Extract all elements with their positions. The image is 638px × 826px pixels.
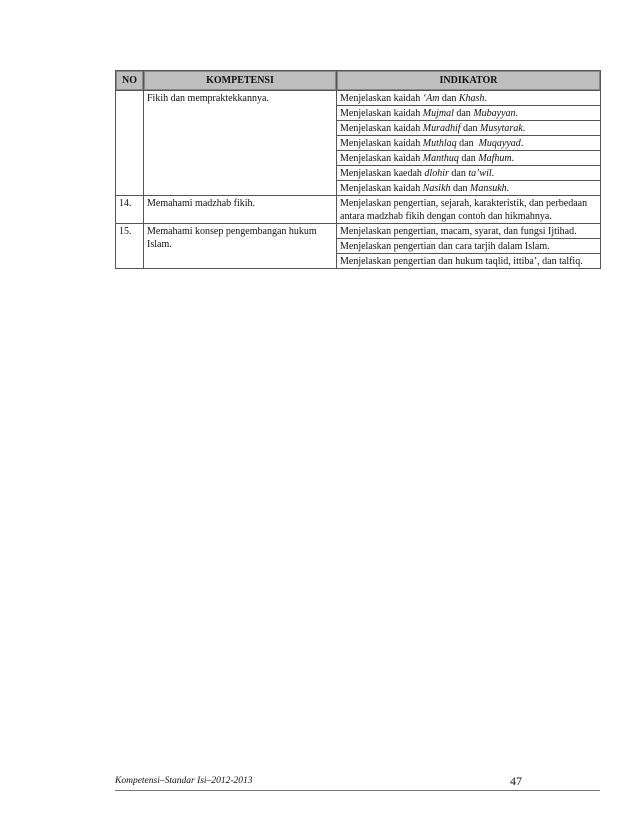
kompetensi-table	[115, 70, 601, 269]
indikator-cell: Menjelaskan kaidah Manthuq dan Mafhum.	[337, 151, 601, 166]
indikator-cell: Menjelaskan kaidah Muthlaq dan Muqayyad.	[337, 136, 601, 151]
header-no: NO	[116, 71, 144, 91]
table-row	[116, 91, 601, 106]
no-cell: 14.	[116, 196, 144, 224]
indikator-cell: Menjelaskan pengertian dan cara tarjih dalam Islam.	[337, 239, 601, 254]
indikator-cell: Menjelaskan kaidah Mujmal dan Mubayyan.	[337, 106, 601, 121]
footer-title: Kompetensi–Standar Isi–2012-2013	[115, 776, 253, 786]
indikator-cell: Menjelaskan pengertian, sejarah, karakteristik, dan perbedaan antara madzhab fikih dengan contoh dan hikmahnya.	[337, 196, 601, 224]
indikator-cell: Menjelaskan kaidah Nasikh dan Mansukh.	[337, 181, 601, 196]
no-cell: 15.	[116, 224, 144, 269]
page-number: 47	[510, 774, 522, 788]
indikator-cell: Menjelaskan kaidah ‘Am dan Khash.	[337, 91, 601, 106]
indikator-cell: Menjelaskan kaedah dlohir dan ta’wil.	[337, 166, 601, 181]
table-row	[116, 224, 601, 239]
kompetensi-cell: Memahami konsep pengembangan hukum Islam.	[144, 224, 337, 269]
indikator-cell: Menjelaskan pengertian dan hukum taqlid, ittiba’, dan talfiq.	[337, 254, 601, 269]
table-row	[116, 196, 601, 224]
header-kompetensi: KOMPETENSI	[144, 71, 337, 91]
indikator-cell: Menjelaskan pengertian, macam, syarat, dan fungsi Ijtihad.	[337, 224, 601, 239]
indikator-cell: Menjelaskan kaidah Muradhif dan Musytarak.	[337, 121, 601, 136]
kompetensi-cell: Fikih dan mempraktekkannya.	[144, 91, 337, 196]
footer-divider	[115, 790, 600, 791]
header-indikator: INDIKATOR	[337, 71, 601, 91]
table-header-row	[116, 71, 601, 91]
no-cell-empty	[116, 91, 144, 196]
kompetensi-cell: Memahami madzhab fikih.	[144, 196, 337, 224]
